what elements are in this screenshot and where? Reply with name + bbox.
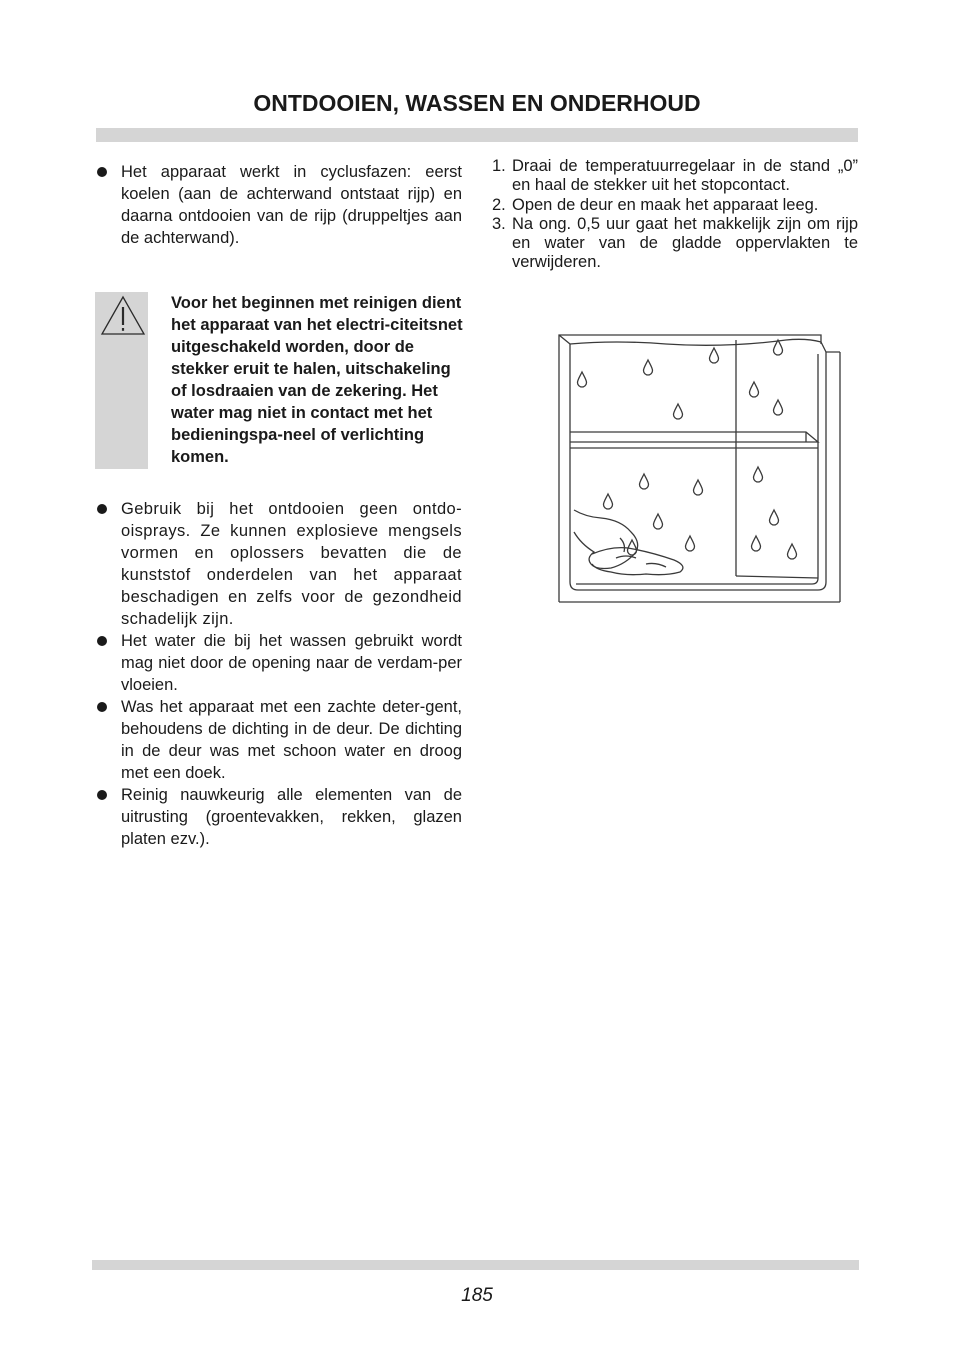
list-item xyxy=(96,161,462,249)
step-text: Open de deur en maak het apparaat leeg. xyxy=(512,195,819,214)
bullet-icon xyxy=(97,636,107,646)
step-number: 2. xyxy=(492,195,506,214)
list-item-text: Was het apparaat met een zachte deter-gent, behoudens de dichting in de deur. De dichting in de deur was met schoon water en droog met een doek. xyxy=(121,698,462,782)
footer-divider xyxy=(92,1260,859,1270)
list-item-text: Het water die bij het wassen gebruikt wordt mag niet door de opening naar de verdam-per vloeien. xyxy=(121,632,462,694)
list-item xyxy=(96,696,462,784)
bullet-icon xyxy=(97,167,107,177)
bullet-icon xyxy=(97,504,107,514)
list-item xyxy=(96,498,462,630)
intro-section xyxy=(96,161,462,249)
page-title: ONTDOOIEN, WASSEN EN ONDERHOUD xyxy=(253,90,701,116)
step-item xyxy=(492,215,858,273)
warning-triangle-icon xyxy=(99,294,147,338)
warning-text: Voor het beginnen met reinigen dient het apparaat van het electri-citeitsnet uitgeschakeld worden, door de stekker eruit te halen, uitschakeling of losdraaien van de zekering. Het water mag niet in contact met het bedieningspa-neel of verlichting komen. xyxy=(171,294,463,466)
step-text: Draai de temperatuurregelaar in de stand „0” en haal de stekker uit het stopcontact. xyxy=(512,157,858,195)
list-item-text: Het apparaat werkt in cyclusfazen: eerst koelen (aan de achterwand ontstaat rijp) en daarna ontdooien van de rijp (druppeltjes aan de achterwand). xyxy=(121,163,462,247)
fridge-defrost-illustration-icon xyxy=(556,332,846,607)
cleaning-instructions xyxy=(96,498,462,850)
page-number: 185 xyxy=(461,1285,493,1306)
warning-box xyxy=(95,292,462,469)
step-number: 3. xyxy=(492,214,506,233)
bullet-icon xyxy=(97,790,107,800)
step-item xyxy=(492,157,858,196)
step-number: 1. xyxy=(492,157,506,175)
step-item xyxy=(492,196,858,215)
header-divider xyxy=(96,128,858,142)
list-item-text: Gebruik bij het ontdooien geen ontdo-oisprays. Ze kunnen explosieve mengsels vormen en oplossers bevatten die de kunststof onderdelen van het apparaat beschadigen en zelfs voor de gezondheid schadelijk zijn. xyxy=(121,500,462,628)
defrost-steps xyxy=(492,157,858,273)
list-item xyxy=(96,784,462,850)
list-item xyxy=(96,630,462,696)
bullet-icon xyxy=(97,702,107,712)
step-text: Na ong. 0,5 uur gaat het makkelijk zijn om rijp en water van de gladde oppervlakten te verwijderen. xyxy=(512,214,858,272)
list-item-text: Reinig nauwkeurig alle elementen van de uitrusting (groentevakken, rekken, glazen platen ezv.). xyxy=(121,786,462,848)
warning-sidebar xyxy=(95,292,148,469)
